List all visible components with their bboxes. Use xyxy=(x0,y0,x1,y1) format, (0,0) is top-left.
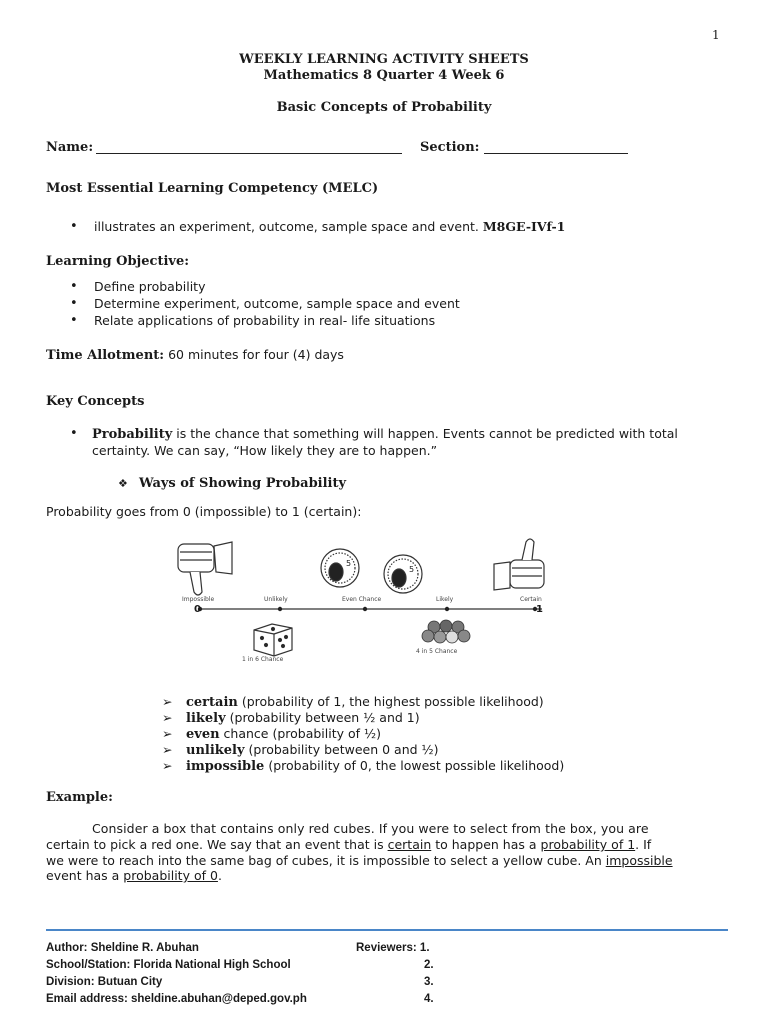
example-line2 xyxy=(46,837,651,852)
example-text: we were to reach into the same bag of cubes, it is impossible to select a yellow cube. An xyxy=(46,853,606,868)
scale-point xyxy=(363,607,367,611)
time-value: 60 minutes for four (4) days xyxy=(164,347,344,362)
bullet-icon: • xyxy=(70,313,78,328)
footer-school: School/Station: Florida National High School xyxy=(46,959,291,971)
scale-label-likely: Likely xyxy=(436,596,454,603)
melc-item-text: illustrates an experiment, outcome, sample space and event. xyxy=(94,219,483,234)
document-subtitle: Mathematics 8 Quarter 4 Week 6 xyxy=(263,68,505,83)
footer-divider xyxy=(46,929,728,931)
example-text: certain to pick a red one. We say that an event that is xyxy=(46,837,388,852)
coin-icon xyxy=(384,555,422,593)
likelihood-desc: (probability of 1, the highest possible likelihood) xyxy=(237,694,544,709)
thumbs-up-icon xyxy=(494,539,544,590)
scale-zero: 0 xyxy=(194,604,201,615)
likelihood-term: unlikely xyxy=(186,743,245,758)
coin-icon xyxy=(321,549,359,587)
objective-heading: Learning Objective: xyxy=(46,254,190,269)
example-underlined: probability of 1 xyxy=(540,837,636,852)
likelihood-term: certain xyxy=(186,695,238,710)
time-allotment xyxy=(46,344,344,363)
bullet-icon: • xyxy=(70,219,78,234)
list-item xyxy=(162,694,722,710)
scale-label-even: Even Chance xyxy=(342,596,382,603)
section-label: Section: xyxy=(420,140,480,155)
list-item xyxy=(162,758,722,774)
scale-label-impossible: Impossible xyxy=(182,596,215,603)
name-label: Name: xyxy=(46,140,94,155)
list-item xyxy=(162,726,722,742)
footer-reviewer-4: 4. xyxy=(424,993,434,1005)
objective-text: Relate applications of probability in real- life situations xyxy=(94,313,436,328)
likelihood-desc: chance (probability of ½) xyxy=(219,726,382,741)
bullet-icon: • xyxy=(70,279,78,294)
objective-text: Define probability xyxy=(94,279,206,294)
probability-range-text: Probability goes from 0 (impossible) to 1 (certain): xyxy=(46,504,362,519)
example-text: to happen has a xyxy=(431,837,541,852)
objective-text: Determine experiment, outcome, sample space and event xyxy=(94,296,460,311)
example-underlined: probability of 0 xyxy=(123,868,218,883)
diamond-bullet-icon: ❖ xyxy=(118,477,128,490)
dice-icon xyxy=(254,624,292,656)
example-underlined: impossible xyxy=(605,853,673,868)
thumbs-down-icon xyxy=(178,542,232,595)
scale-point xyxy=(445,607,449,611)
likelihood-desc: (probability between ½ and 1) xyxy=(225,710,420,725)
likelihood-desc: (probability between 0 and ½) xyxy=(244,742,439,757)
section-field[interactable] xyxy=(484,153,628,154)
scale-one: 1 xyxy=(536,604,543,615)
svg-text:5: 5 xyxy=(346,559,352,568)
likelihood-term: impossible xyxy=(186,759,265,774)
arrow-bullet-icon: ➢ xyxy=(162,758,173,773)
marbles-caption: 4 in 5 Chance xyxy=(416,648,458,655)
time-label: Time Allotment: xyxy=(46,348,165,363)
scale-label-certain: Certain xyxy=(520,596,542,603)
footer-reviewer-2: 2. xyxy=(424,959,434,971)
probability-scale-figure xyxy=(170,532,575,668)
likelihood-term: likely xyxy=(186,711,226,726)
example-line3 xyxy=(46,853,673,868)
scale-point xyxy=(278,607,282,611)
example-line1: Consider a box that contains only red cubes. If you were to select from the box, you are xyxy=(92,821,649,836)
arrow-bullet-icon: ➢ xyxy=(162,694,173,709)
list-item xyxy=(162,710,722,726)
likelihood-desc: (probability of 0, the lowest possible likelihood) xyxy=(264,758,565,773)
page-number: 1 xyxy=(712,28,720,42)
scale-label-unlikely: Unlikely xyxy=(264,596,288,603)
example-line4 xyxy=(46,868,222,883)
footer-reviewer-1: Reviewers: 1. xyxy=(356,942,430,954)
definition-line1: is the chance that something will happen. Events cannot be predicted with total xyxy=(172,426,678,441)
example-text: . xyxy=(217,868,222,883)
marbles-icon xyxy=(422,620,470,643)
name-field[interactable] xyxy=(96,153,402,154)
list-item xyxy=(70,313,710,329)
bullet-icon: • xyxy=(70,426,78,441)
footer-reviewer-3: 3. xyxy=(424,976,434,988)
arrow-bullet-icon: ➢ xyxy=(162,726,173,741)
example-underlined: certain xyxy=(387,837,432,852)
footer-email: Email address: sheldine.abuhan@deped.gov.ph xyxy=(46,993,307,1005)
svg-text:5: 5 xyxy=(409,565,415,574)
dice-caption: 1 in 6 Chance xyxy=(242,656,284,663)
subheading-text: Ways of Showing Probability xyxy=(138,476,347,491)
example-text: event has a xyxy=(46,868,124,883)
key-concepts-heading: Key Concepts xyxy=(46,394,145,409)
example-text: . If xyxy=(635,837,652,852)
example-heading: Example: xyxy=(46,790,113,805)
list-item xyxy=(70,279,710,295)
footer-author: Author: Sheldine R. Abuhan xyxy=(46,942,199,954)
probability-term: Probability xyxy=(92,427,173,442)
topic-title: Basic Concepts of Probability xyxy=(276,100,492,115)
footer-division: Division: Butuan City xyxy=(46,976,163,988)
ways-subheading xyxy=(118,472,346,491)
melc-heading: Most Essential Learning Competency (MELC) xyxy=(46,181,379,196)
bullet-icon: • xyxy=(70,296,78,311)
definition-line2: certainty. We can say, “How likely they are to happen.” xyxy=(92,443,438,458)
document-title: WEEKLY LEARNING ACTIVITY SHEETS xyxy=(239,52,529,67)
likelihood-term: even xyxy=(186,727,220,742)
list-item xyxy=(162,742,722,758)
melc-code: M8GE-IVf-1 xyxy=(482,219,566,234)
arrow-bullet-icon: ➢ xyxy=(162,710,173,725)
list-item xyxy=(70,296,710,312)
arrow-bullet-icon: ➢ xyxy=(162,742,173,757)
